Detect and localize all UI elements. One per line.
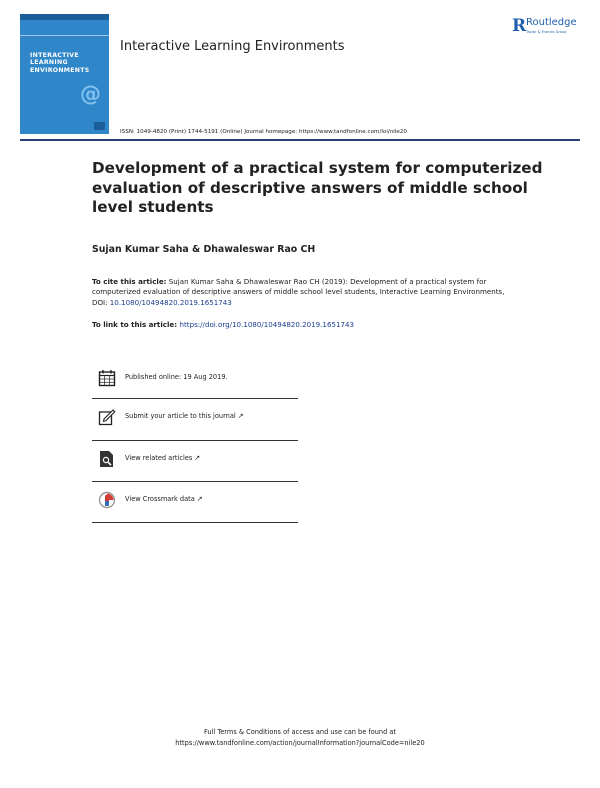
crossmark-row[interactable]: [92, 489, 298, 511]
article-title: Development of a practical system for computerized evaluation of descriptive answers of middle school level students: [92, 159, 543, 217]
link-label: To link to this article:: [92, 320, 180, 329]
row-divider: [92, 522, 298, 523]
row-divider: [92, 481, 298, 482]
cover-title-line: LEARNING: [30, 59, 68, 67]
journal-name[interactable]: Interactive Learning Environments: [120, 39, 345, 54]
related-articles-row[interactable]: [92, 448, 298, 470]
terms-text: Full Terms & Conditions of access and use can be found at: [203, 728, 397, 736]
routledge-r-icon: R: [512, 16, 527, 36]
external-link-icon: ↗: [196, 495, 203, 503]
external-link-icon: ↗: [237, 412, 244, 420]
external-link-icon: ↗: [194, 454, 201, 462]
at-sign-icon: @: [80, 82, 101, 106]
cite-label: To cite this article:: [92, 277, 167, 286]
submit-label: Submit your article to this journal: [125, 412, 236, 420]
cover-title-line: ENVIRONMENTS: [30, 66, 90, 74]
cover-title: [30, 52, 90, 74]
doi-link[interactable]: 10.1080/10494820.2019.1651743: [109, 297, 232, 307]
submit-article-row[interactable]: [92, 406, 298, 428]
submit-article-link[interactable]: [125, 412, 244, 420]
terms-url-link[interactable]: https://www.tandfonline.com/action/journalInformation?journalCode=nile20: [175, 739, 425, 747]
header-rule: [20, 139, 580, 141]
journal-homepage-link[interactable]: https://www.tandfonline.com/loi/nile20: [298, 129, 407, 135]
article-authors: Sujan Kumar Saha & Dhawaleswar Rao CH: [92, 244, 316, 255]
journal-cover-image: [20, 14, 109, 134]
publisher-tagline: Taylor & Francis Group: [526, 30, 567, 34]
crossmark-link[interactable]: [125, 495, 203, 503]
cover-top-strip: [20, 14, 109, 20]
cover-publisher-logo: [94, 122, 105, 130]
calendar-icon: [98, 369, 116, 387]
related-label: View related articles: [125, 454, 193, 462]
crossmark-label: View Crossmark data: [125, 495, 195, 503]
cover-divider: [20, 35, 109, 36]
edit-document-icon: [98, 408, 116, 426]
published-online-row: [92, 367, 298, 389]
related-articles-link[interactable]: [125, 454, 200, 462]
cover-title-line: INTERACTIVE: [30, 52, 79, 59]
crossmark-icon: [98, 491, 116, 509]
issn-line: [120, 129, 407, 135]
article-url-link[interactable]: https://doi.org/10.1080/10494820.2019.1651743: [179, 320, 355, 329]
published-date: Published online: 19 Aug 2019.: [125, 373, 228, 381]
link-to-article: [92, 320, 354, 329]
routledge-logo: [512, 16, 588, 46]
cite-text: Sujan Kumar Saha & Dhawaleswar Rao CH (2019): Development of a practical system for computerized evaluation of descriptive answers of middle school level students, Interactive Learning Environments, DOI:: [92, 277, 505, 307]
terms-footer: [0, 727, 600, 749]
citation-block: [92, 277, 522, 308]
issn-text: ISSN: 1049-4820 (Print) 1744-5191 (Online) Journal homepage:: [120, 129, 299, 135]
publisher-name: Routledge: [526, 17, 577, 28]
search-document-icon: [98, 450, 116, 468]
row-divider: [92, 398, 298, 399]
row-divider: [92, 440, 298, 441]
